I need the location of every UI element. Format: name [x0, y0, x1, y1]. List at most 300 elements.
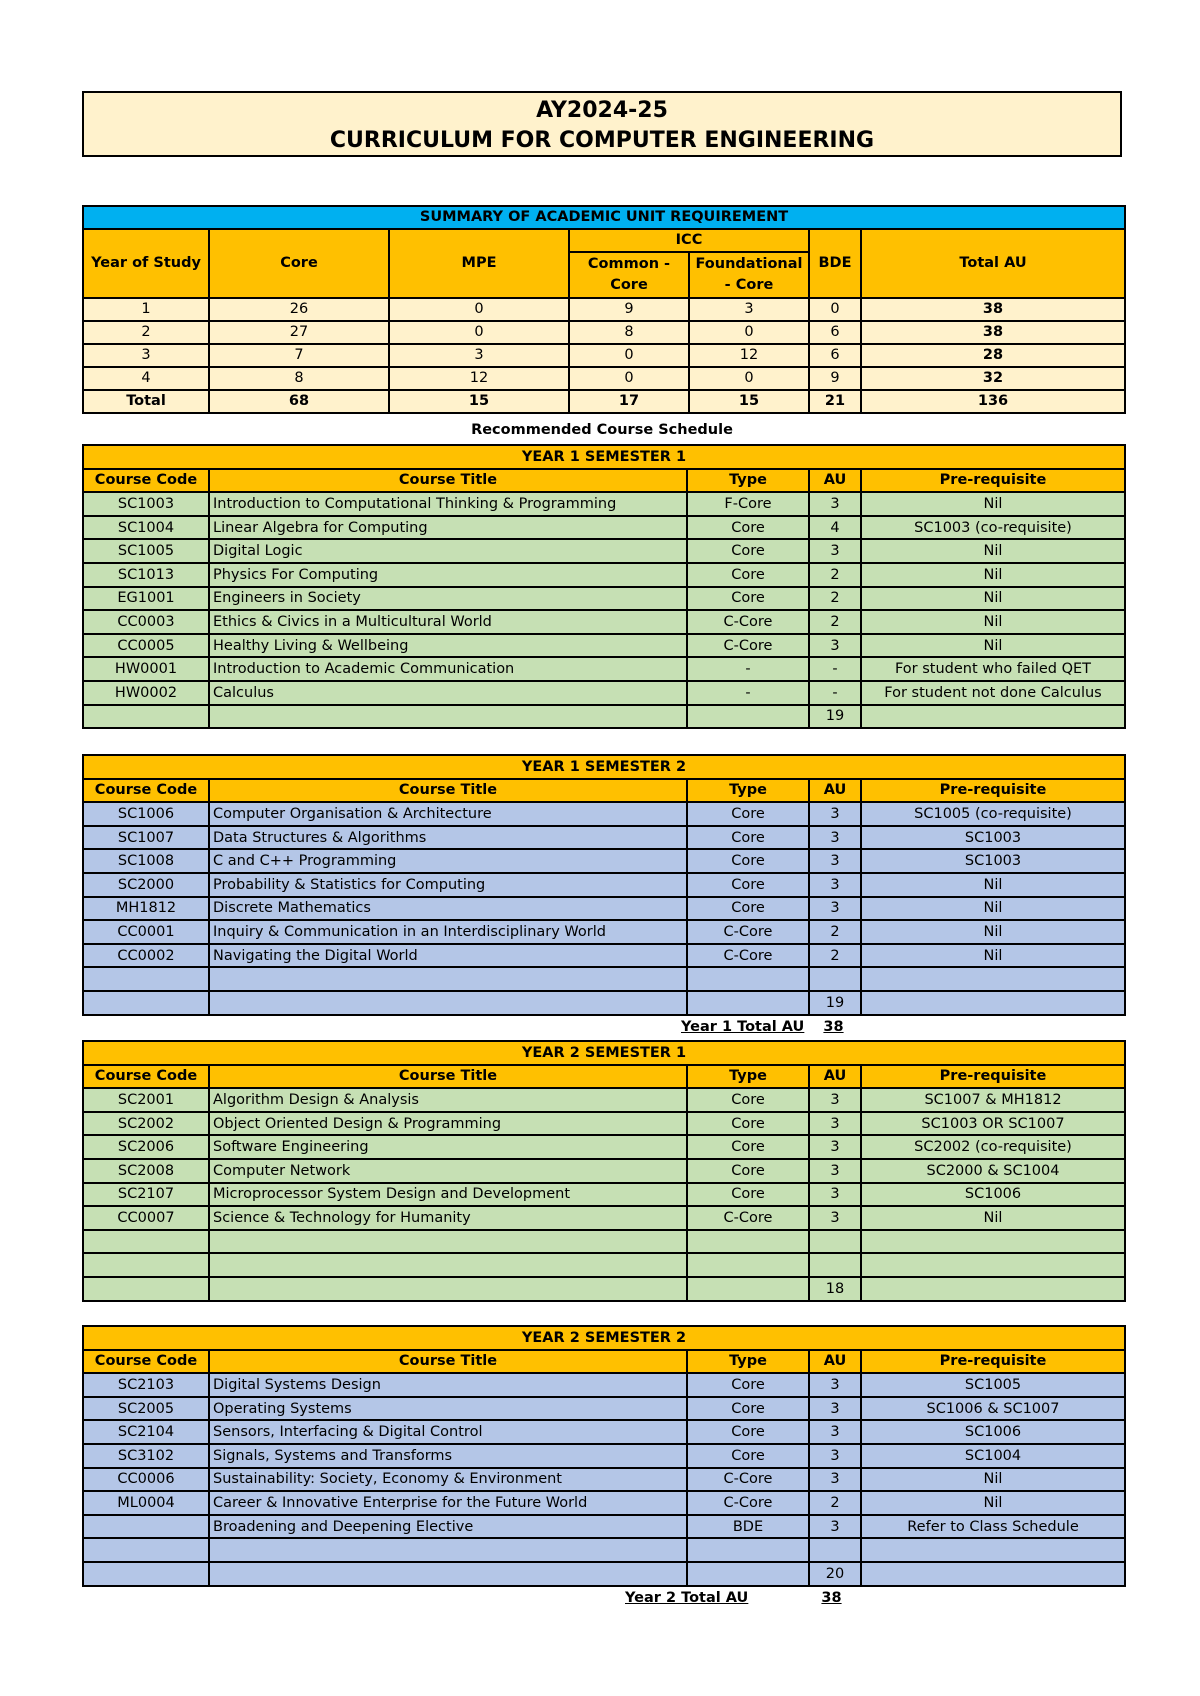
course-prerequisite: For student who failed QET	[861, 657, 1125, 681]
summary-row	[83, 298, 1125, 321]
course-au: 3	[809, 897, 861, 921]
course-au: 3	[809, 539, 861, 563]
semester-table-y1s2	[82, 754, 1126, 1016]
course-au: 18	[809, 1277, 861, 1301]
course-title: Discrete Mathematics	[209, 897, 687, 921]
course-au: -	[809, 681, 861, 705]
course-type: Core	[687, 1159, 809, 1183]
course-type: C-Core	[687, 1491, 809, 1515]
summary-cell: 17	[569, 390, 689, 413]
course-au: 2	[809, 563, 861, 587]
summary-row	[83, 321, 1125, 344]
summary-cell: 26	[209, 298, 389, 321]
course-code	[83, 705, 209, 729]
year1-total-row	[681, 1019, 844, 1035]
column-header-type: Type	[687, 469, 809, 493]
summary-table	[82, 205, 1126, 414]
course-prerequisite: SC1003	[861, 826, 1125, 850]
course-code: SC2005	[83, 1397, 209, 1421]
course-row	[83, 1420, 1125, 1444]
year2-total-value: 38	[821, 1590, 842, 1606]
column-header-title: Course Title	[209, 1065, 687, 1089]
course-type: Core	[687, 1373, 809, 1397]
course-title: Computer Network	[209, 1159, 687, 1183]
column-header-code: Course Code	[83, 469, 209, 493]
course-code: CC0005	[83, 634, 209, 658]
course-code: CC0006	[83, 1468, 209, 1492]
course-row	[83, 1183, 1125, 1207]
course-au: 2	[809, 587, 861, 611]
course-prerequisite: SC2002 (co-requisite)	[861, 1135, 1125, 1159]
course-au: 3	[809, 802, 861, 826]
semester-heading: YEAR 2 SEMESTER 1	[83, 1041, 1125, 1065]
schedule-label: Recommended Course Schedule	[471, 422, 733, 438]
course-row	[83, 873, 1125, 897]
column-header-title: Course Title	[209, 779, 687, 803]
course-code	[83, 1515, 209, 1539]
course-title: Object Oriented Design & Programming	[209, 1112, 687, 1136]
course-type	[687, 1538, 809, 1562]
course-code: SC1005	[83, 539, 209, 563]
course-row	[83, 563, 1125, 587]
course-row	[83, 920, 1125, 944]
summary-cell: 7	[209, 344, 389, 367]
column-header-code: Course Code	[83, 779, 209, 803]
semester-heading: YEAR 2 SEMESTER 2	[83, 1326, 1125, 1350]
summary-cell: 1	[83, 298, 209, 321]
course-row	[83, 1515, 1125, 1539]
course-code	[83, 991, 209, 1015]
course-row	[83, 1135, 1125, 1159]
course-row	[83, 1491, 1125, 1515]
column-header-code: Course Code	[83, 1350, 209, 1374]
course-au: 2	[809, 1491, 861, 1515]
course-type: Core	[687, 826, 809, 850]
course-row	[83, 539, 1125, 563]
course-row	[83, 1088, 1125, 1112]
course-prerequisite: SC1006	[861, 1420, 1125, 1444]
summary-cell: 38	[861, 298, 1125, 321]
course-type: Core	[687, 563, 809, 587]
course-au: 3	[809, 1468, 861, 1492]
course-type: BDE	[687, 1515, 809, 1539]
course-row	[83, 1253, 1125, 1277]
course-type: Core	[687, 897, 809, 921]
course-type: Core	[687, 1183, 809, 1207]
course-prerequisite: Nil	[861, 1468, 1125, 1492]
course-type: C-Core	[687, 1468, 809, 1492]
course-type: Core	[687, 1397, 809, 1421]
course-row	[83, 1538, 1125, 1562]
course-title: Sustainability: Society, Economy & Environment	[209, 1468, 687, 1492]
course-code	[83, 1538, 209, 1562]
course-type: Core	[687, 1088, 809, 1112]
course-prerequisite: SC1004	[861, 1444, 1125, 1468]
course-code	[83, 1253, 209, 1277]
course-row	[83, 802, 1125, 826]
course-title	[209, 967, 687, 991]
column-header-prereq: Pre-requisite	[861, 1065, 1125, 1089]
course-code: SC1004	[83, 516, 209, 540]
course-code: SC2001	[83, 1088, 209, 1112]
summary-cell: 0	[389, 298, 569, 321]
course-prerequisite	[861, 1538, 1125, 1562]
course-au: 19	[809, 991, 861, 1015]
course-type: Core	[687, 849, 809, 873]
course-prerequisite: SC1003 (co-requisite)	[861, 516, 1125, 540]
course-au: 19	[809, 705, 861, 729]
summary-cell: 4	[83, 367, 209, 390]
course-row	[83, 634, 1125, 658]
course-row	[83, 657, 1125, 681]
course-prerequisite: SC2000 & SC1004	[861, 1159, 1125, 1183]
course-code: SC2006	[83, 1135, 209, 1159]
course-prerequisite: SC1003	[861, 849, 1125, 873]
course-au: 3	[809, 1444, 861, 1468]
course-code: EG1001	[83, 587, 209, 611]
course-row	[83, 1444, 1125, 1468]
course-prerequisite: SC1005 (co-requisite)	[861, 802, 1125, 826]
column-header-type: Type	[687, 1065, 809, 1089]
course-au: 2	[809, 610, 861, 634]
title-curriculum: CURRICULUM FOR COMPUTER ENGINEERING	[329, 128, 875, 153]
course-title: Linear Algebra for Computing	[209, 516, 687, 540]
header-total-au: Total AU	[861, 229, 1125, 298]
course-type: C-Core	[687, 920, 809, 944]
course-prerequisite: Nil	[861, 1206, 1125, 1230]
course-au: 3	[809, 826, 861, 850]
summary-cell: 0	[689, 321, 809, 344]
semester-heading: YEAR 1 SEMESTER 2	[83, 755, 1125, 779]
course-prerequisite: Nil	[861, 897, 1125, 921]
summary-cell: 8	[569, 321, 689, 344]
course-title: Probability & Statistics for Computing	[209, 873, 687, 897]
course-au: -	[809, 657, 861, 681]
year2-total-row	[625, 1590, 842, 1606]
course-code: CC0001	[83, 920, 209, 944]
course-code	[83, 967, 209, 991]
course-type: F-Core	[687, 492, 809, 516]
course-prerequisite	[861, 1562, 1125, 1586]
header-foundational-core: Foundational - Core	[689, 252, 809, 298]
summary-row	[83, 344, 1125, 367]
course-title: Data Structures & Algorithms	[209, 826, 687, 850]
summary-cell: 3	[83, 344, 209, 367]
course-code: SC2008	[83, 1159, 209, 1183]
course-row	[83, 1112, 1125, 1136]
course-title	[209, 705, 687, 729]
course-title: Engineers in Society	[209, 587, 687, 611]
course-au: 2	[809, 920, 861, 944]
course-title: Calculus	[209, 681, 687, 705]
course-code: SC1007	[83, 826, 209, 850]
course-code: SC1006	[83, 802, 209, 826]
course-au: 3	[809, 492, 861, 516]
summary-cell: 0	[809, 298, 861, 321]
course-prerequisite: Nil	[861, 873, 1125, 897]
course-row	[83, 587, 1125, 611]
course-title: Inquiry & Communication in an Interdisciplinary World	[209, 920, 687, 944]
column-header-prereq: Pre-requisite	[861, 469, 1125, 493]
course-title: Algorithm Design & Analysis	[209, 1088, 687, 1112]
title-year: AY2024-25	[536, 98, 668, 123]
course-row	[83, 1397, 1125, 1421]
course-au	[809, 967, 861, 991]
course-prerequisite: Nil	[861, 920, 1125, 944]
summary-cell: 0	[689, 367, 809, 390]
header-core: Core	[209, 229, 389, 298]
course-au: 3	[809, 873, 861, 897]
course-code: SC3102	[83, 1444, 209, 1468]
course-prerequisite	[861, 1253, 1125, 1277]
course-title: Physics For Computing	[209, 563, 687, 587]
course-code: HW0002	[83, 681, 209, 705]
semester-table-y2s1	[82, 1040, 1126, 1302]
course-row	[83, 991, 1125, 1015]
column-header-type: Type	[687, 1350, 809, 1374]
column-header-au: AU	[809, 1065, 861, 1089]
course-title: Digital Logic	[209, 539, 687, 563]
year2-total-label: Year 2 Total AU	[625, 1590, 749, 1606]
course-au: 3	[809, 1397, 861, 1421]
course-title	[209, 1277, 687, 1301]
course-row	[83, 705, 1125, 729]
header-icc: ICC	[569, 229, 809, 252]
course-title: Operating Systems	[209, 1397, 687, 1421]
column-header-title: Course Title	[209, 1350, 687, 1374]
summary-cell: 15	[689, 390, 809, 413]
summary-row	[83, 367, 1125, 390]
course-row	[83, 967, 1125, 991]
summary-cell: 27	[209, 321, 389, 344]
course-prerequisite	[861, 967, 1125, 991]
course-row	[83, 1373, 1125, 1397]
semester-heading: YEAR 1 SEMESTER 1	[83, 445, 1125, 469]
course-prerequisite: Refer to Class Schedule	[861, 1515, 1125, 1539]
course-title: Career & Innovative Enterprise for the Future World	[209, 1491, 687, 1515]
course-row	[83, 897, 1125, 921]
course-row	[83, 610, 1125, 634]
course-au: 3	[809, 1183, 861, 1207]
course-type: Core	[687, 1135, 809, 1159]
course-title: Computer Organisation & Architecture	[209, 802, 687, 826]
summary-cell: Total	[83, 390, 209, 413]
course-title	[209, 991, 687, 1015]
course-title	[209, 1538, 687, 1562]
course-title: Digital Systems Design	[209, 1373, 687, 1397]
course-code: SC2000	[83, 873, 209, 897]
course-au	[809, 1253, 861, 1277]
course-code: ML0004	[83, 1491, 209, 1515]
course-title: Broadening and Deepening Elective	[209, 1515, 687, 1539]
course-row	[83, 944, 1125, 968]
course-au: 20	[809, 1562, 861, 1586]
course-prerequisite: SC1005	[861, 1373, 1125, 1397]
column-header-type: Type	[687, 779, 809, 803]
document-title	[82, 91, 1122, 157]
summary-cell: 136	[861, 390, 1125, 413]
semester-table-y1s1	[82, 444, 1126, 729]
course-code: SC1013	[83, 563, 209, 587]
course-au: 3	[809, 849, 861, 873]
course-code	[83, 1562, 209, 1586]
header-common-core: Common - Core	[569, 252, 689, 298]
course-row	[83, 516, 1125, 540]
course-type	[687, 705, 809, 729]
course-row	[83, 1230, 1125, 1254]
summary-cell: 15	[389, 390, 569, 413]
column-header-prereq: Pre-requisite	[861, 779, 1125, 803]
course-code: SC2104	[83, 1420, 209, 1444]
column-header-au: AU	[809, 469, 861, 493]
course-prerequisite	[861, 705, 1125, 729]
course-title: Ethics & Civics in a Multicultural World	[209, 610, 687, 634]
summary-cell: 38	[861, 321, 1125, 344]
header-bde: BDE	[809, 229, 861, 298]
course-type: C-Core	[687, 634, 809, 658]
course-row	[83, 681, 1125, 705]
course-title: Sensors, Interfacing & Digital Control	[209, 1420, 687, 1444]
course-prerequisite: Nil	[861, 492, 1125, 516]
course-type	[687, 1277, 809, 1301]
course-code: MH1812	[83, 897, 209, 921]
semester-table-y2s2	[82, 1325, 1126, 1587]
course-type: -	[687, 681, 809, 705]
course-title: C and C++ Programming	[209, 849, 687, 873]
course-row	[83, 826, 1125, 850]
summary-cell: 6	[809, 344, 861, 367]
year1-total-value: 38	[823, 1019, 844, 1035]
course-prerequisite: SC1007 & MH1812	[861, 1088, 1125, 1112]
course-au: 3	[809, 1420, 861, 1444]
summary-cell: 3	[389, 344, 569, 367]
course-code: CC0003	[83, 610, 209, 634]
year1-total-label: Year 1 Total AU	[681, 1019, 805, 1035]
course-code: SC1003	[83, 492, 209, 516]
summary-cell: 3	[689, 298, 809, 321]
course-code: SC2103	[83, 1373, 209, 1397]
course-type: Core	[687, 1420, 809, 1444]
course-au: 3	[809, 1088, 861, 1112]
column-header-au: AU	[809, 779, 861, 803]
course-code: CC0007	[83, 1206, 209, 1230]
course-prerequisite: Nil	[861, 539, 1125, 563]
summary-cell: 0	[569, 344, 689, 367]
course-title: Signals, Systems and Transforms	[209, 1444, 687, 1468]
course-prerequisite: SC1006	[861, 1183, 1125, 1207]
course-title: Navigating the Digital World	[209, 944, 687, 968]
header-mpe: MPE	[389, 229, 569, 298]
course-row	[83, 1562, 1125, 1586]
course-row	[83, 492, 1125, 516]
course-title: Microprocessor System Design and Development	[209, 1183, 687, 1207]
course-prerequisite: Nil	[861, 1491, 1125, 1515]
course-prerequisite	[861, 991, 1125, 1015]
course-au: 2	[809, 944, 861, 968]
course-title: Introduction to Academic Communication	[209, 657, 687, 681]
course-title	[209, 1230, 687, 1254]
summary-row	[83, 390, 1125, 413]
course-au: 4	[809, 516, 861, 540]
course-au: 3	[809, 1159, 861, 1183]
summary-cell: 8	[209, 367, 389, 390]
summary-cell: 0	[569, 367, 689, 390]
course-prerequisite: Nil	[861, 944, 1125, 968]
course-prerequisite: SC1003 OR SC1007	[861, 1112, 1125, 1136]
summary-heading: SUMMARY OF ACADEMIC UNIT REQUIREMENT	[83, 206, 1125, 229]
course-title: Introduction to Computational Thinking & Programming	[209, 492, 687, 516]
course-code: SC2002	[83, 1112, 209, 1136]
summary-cell: 32	[861, 367, 1125, 390]
summary-cell: 9	[569, 298, 689, 321]
summary-cell: 12	[689, 344, 809, 367]
course-prerequisite: Nil	[861, 587, 1125, 611]
course-type: Core	[687, 539, 809, 563]
course-code: CC0002	[83, 944, 209, 968]
summary-cell: 21	[809, 390, 861, 413]
course-code: SC1008	[83, 849, 209, 873]
course-code: SC2107	[83, 1183, 209, 1207]
column-header-prereq: Pre-requisite	[861, 1350, 1125, 1374]
column-header-title: Course Title	[209, 469, 687, 493]
course-au	[809, 1230, 861, 1254]
course-type	[687, 1562, 809, 1586]
course-au: 3	[809, 634, 861, 658]
course-row	[83, 1206, 1125, 1230]
course-type: Core	[687, 587, 809, 611]
summary-cell: 0	[389, 321, 569, 344]
header-year-of-study: Year of Study	[83, 229, 209, 298]
course-prerequisite	[861, 1277, 1125, 1301]
course-type: Core	[687, 1444, 809, 1468]
course-title	[209, 1562, 687, 1586]
course-type	[687, 991, 809, 1015]
course-type: Core	[687, 1112, 809, 1136]
summary-cell: 28	[861, 344, 1125, 367]
column-header-code: Course Code	[83, 1065, 209, 1089]
course-row	[83, 1159, 1125, 1183]
course-type	[687, 1253, 809, 1277]
course-prerequisite: Nil	[861, 610, 1125, 634]
course-prerequisite: Nil	[861, 563, 1125, 587]
course-type: Core	[687, 516, 809, 540]
course-au	[809, 1538, 861, 1562]
course-type: C-Core	[687, 610, 809, 634]
course-prerequisite	[861, 1230, 1125, 1254]
course-au: 3	[809, 1135, 861, 1159]
summary-cell: 6	[809, 321, 861, 344]
course-type: C-Core	[687, 1206, 809, 1230]
course-type	[687, 1230, 809, 1254]
course-row	[83, 1468, 1125, 1492]
course-row	[83, 849, 1125, 873]
summary-cell: 2	[83, 321, 209, 344]
course-title	[209, 1253, 687, 1277]
course-type: Core	[687, 873, 809, 897]
course-au: 3	[809, 1373, 861, 1397]
course-type	[687, 967, 809, 991]
course-title: Healthy Living & Wellbeing	[209, 634, 687, 658]
course-title: Software Engineering	[209, 1135, 687, 1159]
course-prerequisite: Nil	[861, 634, 1125, 658]
course-au: 3	[809, 1112, 861, 1136]
course-au: 3	[809, 1515, 861, 1539]
course-type: Core	[687, 802, 809, 826]
course-prerequisite: SC1006 & SC1007	[861, 1397, 1125, 1421]
course-row	[83, 1277, 1125, 1301]
course-code	[83, 1230, 209, 1254]
column-header-au: AU	[809, 1350, 861, 1374]
